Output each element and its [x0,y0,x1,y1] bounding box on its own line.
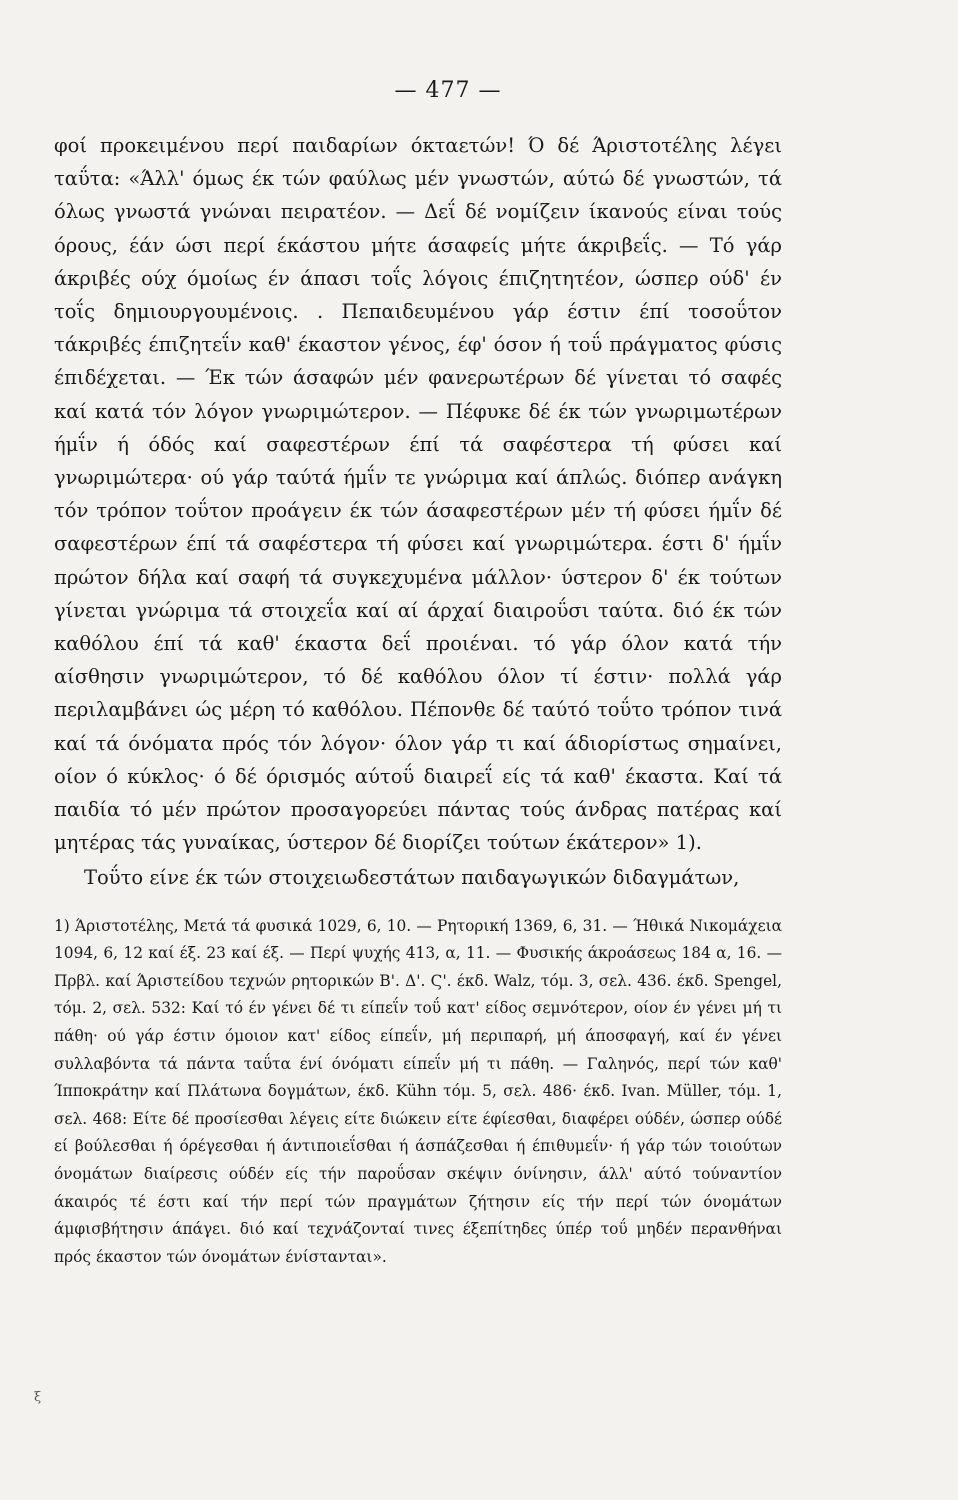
main-text [54,129,782,895]
footnote-1: 1) Άριστοτέλης, Μετά τά φυσικά 1029, 6, 10. — Ρητορική 1369, 6, 31. — Ήθικά Νικομάχεια 1094, 6, 12 καί έξ. 23 καί έξ. — Περί ψυχής 413, α, 11. — Φυσικής άκροάσεως 184 α, 16. — Πρβλ. καί Άριστείδου τεχνών ρητορικών Β'. Δ'. Ϛ'. έκδ. Walz, τόμ. 3, σελ. 436. έκδ. Spengel, τόμ. 2, σελ. 532: Καί τό έν γένει δέ τι είπεΐν τοΰ κατ' είδος σεμνότερον, οίον έν γένει μή τι πάθη· ού γάρ έστιν όμοιον κατ' είδος είπεΐν, μή περιπαρή, μή άποσφαγή, καί έν γένει συλλαβόντα τά πάντα ταΰτα ένί όνόματι είπεΐν μή τι πάθη. — Γαληνός, περί τών καθ' Ίπποκράτην καί Πλάτωνα δογμάτων, έκδ. Kühn τόμ. 5, σελ. 486· έκδ. Ivan. Müller, τόμ. 1, σελ. 468: Είτε δέ προσίεσθαι λέγεις είτε διώκειν είτε έφίεσθαι, διαφέρει ούδέν, ώσπερ ούδέ εί βούλεσθαι ή όρέγεσθαι ή άντιποιεΐσθαι ή άσπάζεσθαι ή έπιθυμεΐν· ή γάρ τών τοιούτων όνομάτων διαίρεσις ούδέν είς τήν παροΰσαν σκέψιν όνίνησιν, άλλ' αύτό τούναντίον άκαιρός τέ έστι καί τήν περί τών πραγμάτων ζήτησιν είς τήν περί τών όνομάτων άμφισβήτησιν άπάγει. διό καί τεχνάζονταί τινες έξεπίτηδες ύπέρ τοΰ μηδέν περανθήναι πρός έκαστον τών όνομάτων ένίστανται». [54,916,782,1266]
page-number: — 477 — [394,78,502,103]
margin-mark: ξ [34,1390,42,1405]
main-paragraph-1: φοί προκειμένου περί παιδαρίων όκταετών! Ό δέ Άριστοτέλης λέγει ταΰτα: «Άλλ' όμως έκ τών φαύλως μέν γνωστών, αύτώ δέ γνωστών, τά όλως γνωστά γνώναι πειρατέον. — Δεΐ δέ νομίζειν ίκανούς είναι τούς όρους, έάν ώσι περί έκάστου μήτε άσαφείς μήτε άκριβεΐς. — Τό γάρ άκριβές ούχ όμοίως έν άπασι τοΐς λόγοις έπιζητητέον, ώσπερ ούδ' έν τοΐς δημιουργουμένοις. . Πεπαιδευμένου γάρ έστιν έπί τοσοΰτον τάκριβές έπιζητεΐν καθ' έκαστον γένος, έφ' όσον ή τοΰ πράγματος φύσις έπιδέχεται. — Έκ τών άσαφών μέν φανερωτέρων δέ γίνεται τό σαφές καί κατά τόν λόγον γνωριμώτερον. — Πέφυκε δέ έκ τών γνωριμωτέρων ήμΐν ή όδός καί σαφεστέρων έπί τά σαφέστερα τή φύσει καί γνωριμώτερα· ού γάρ ταύτά ήμΐν τε γνώριμα καί άπλώς. διόπερ ανάγκη τόν τρόπον τοΰτον προάγειν έκ τών άσαφεστέρων μέν τή φύσει ήμΐν δέ σαφεστέρων έπί τά σαφέστερα τή φύσει καί γνωριμώτερα. έστι δ' ήμΐν πρώτον δήλα καί σαφή τά συγκεχυμένα μάλλον· ύστερον δ' έκ τούτων γίνεται γνώριμα τά στοιχεΐα καί αί άρχαί διαιροΰσι ταύτα. διό έκ τών καθόλου έπί τά καθ' έκαστα δεΐ προιέναι. τό γάρ όλον κατά τήν αίσθησιν γνωριμώτερον, τό δέ καθόλου όλον τί έστιν· πολλά γάρ περιλαμβάνει ώς μέρη τό καθόλου. Πέπονθε δέ ταύτό τοΰτο τρόπον τινά καί τά όνόματα πρός τόν λόγον· όλον γάρ τι καί άδιορίστως σημαίνει, οίον ό κύκλος· ό δέ όρισμός αύτοΰ διαιρεΐ είς τά καθ' έκαστα. Καί τά παιδία τό μέν πρώτον προσαγορεύει πάντας τούς άνδρας πατέρας καί μητέρας τάς γυναίκας, ύστερον δέ διορίζει τούτων έκάτερον» 1). [54,134,782,855]
main-paragraph-2: Τοΰτο είνε έκ τών στοιχειωδεστάτων παιδαγωγικών διδαγμάτων, [84,866,740,890]
footnotes [54,913,782,1272]
